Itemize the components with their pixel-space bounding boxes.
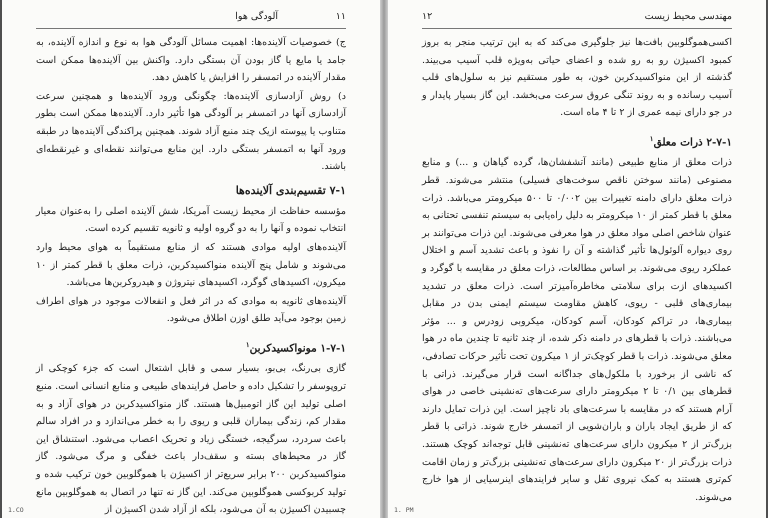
right-page-body <box>422 34 732 506</box>
subsection-heading-text: ۱-۷-۱ مونواکسیدکربن <box>249 342 346 355</box>
footnote-marker: ۱ <box>245 339 250 349</box>
right-page <box>388 0 766 518</box>
paragraph: اکسی‌هموگلوبین بافت‌ها نیز جلوگیری می‌کند که به این ترتیب منجر به بروز کمبود اکسیژن رو به رو شده و اعضای حیاتی به‌ویژه قلب آسیب می‌بیند. گذشته از این منواکسیدکربن خون، به طور مستقیم نیز به سلول‌های قلب آسیب رسانده و به روند تنگی عروق سرعت می‌بخشد. این گاز بسیار پایدار و در جو دارای نیمه عمری از ۲ تا ۴ ماه است. <box>422 37 732 119</box>
paragraph: گازی بی‌رنگ، بی‌بو، بسیار سمی و قابل اشتعال است که جزء کوچکی از تروپوسفر را تشکیل داده و حاصل فرایندهای طبیعی و منابع انسانی است. منبع اصلی تولید این گاز اتومبیل‌ها هستند. گاز منواکسیدکربن در هوای آزاد و به مقدار کم، زندگی بیماران قلبی و ریوی را به خطر می‌اندازد و در افراد سالم باعث سردرد، سرگیجه، خستگی زیاد و تحریک اعصاب می‌شود. استنشاق این گاز در محیط‌های بسته و سقف‌دار باعث خفگی و مرگ می‌شود. گاز منواکسیدکربن ۲۰۰ برابر سریع‌تر از اکسیژن با هموگلوبین خون ترکیب شده و تولید کربوکسی هموگلوبین می‌کند. این گاز نه تنها در اتصال به هموگلوبین مانع چسبیدن اکسیژن به آن می‌شود، بلکه از آزاد شدن اکسیژن از <box>36 363 346 516</box>
footnote: 1. PM <box>394 506 414 514</box>
book-gutter <box>380 0 388 518</box>
page-number: ۱۱ <box>335 11 346 22</box>
page-number: ۱۲ <box>422 11 433 22</box>
left-page <box>2 0 380 518</box>
paragraph: مؤسسه حفاظت از محیط زیست آمریکا، شش آلاینده اصلی را به‌عنوان معیار انتخاب نموده و آنها را به دو گروه اولیه و ثانویه تقسیم کرده است. <box>36 205 346 235</box>
paragraph: د) روش آزادسازی آلاینده‌ها: چگونگی ورود آلاینده‌ها و همچنین سرعت آزادسازی آنها در اتمسفر بر آلودگی هوا تأثیر دارد. آلاینده‌ها ممکن است بطور متناوب یا پیوسته ازیک چند منبع آزاد شوند. همچنین پراکندگی آلاینده‌ها در طبقه ورود آنها به اتمسفر بستگی دارد. این منابع می‌توانند نقطه‌ای و غیرنقطه‌ای باشند. <box>36 90 346 173</box>
subsection-heading <box>422 130 732 152</box>
subsection-heading <box>36 336 346 358</box>
paragraph: ج) خصوصیات آلاینده‌ها: اهمیت مسائل آلودگی هوا به نوع و اندازه آلاینده، به جامد یا مایع یا گاز بودن آن بستگی دارد. واکنش بین آلاینده‌ها ممکن است مقدار آلاینده در اتمسفر را افزایش یا کاهش دهد. <box>36 37 346 84</box>
running-title: آلودگی هوا <box>235 11 278 22</box>
footnote-marker: ۱ <box>649 133 654 143</box>
header-rule <box>36 28 346 29</box>
paragraph: ذرات معلق از منابع طبیعی (مانند آتشفشان‌ها، گرده گیاهان و ...) و منابع مصنوعی (مانند سوختن ناقص سوخت‌های فسیلی) منتشر می‌شوند. قطر ذرات معلق دارای دامنه تغییرات بین ۰/۰۰۲ تا ۵۰۰ میکرومتر می‌باشد. ذرات معلق با قطر کمتر از ۱۰ میکرومتر به دلیل راه‌یابی به سیستم تنفسی تحتانی به عنوان شاخص اصلی مواد معلق در هوا معرفی می‌شوند. این ذرات می‌توانند بر روی دیواره آلوئول‌ها تأثیر گذاشته و آن را نفوذ و باعث تشدید آسم و اختلال عملکرد ریوی می‌شوند. بر اساس مطالعات، ذرات معلق در مقایسه با گوگرد و اکسیدهای ازت برای سلامتی مخاطره‌آمیزتر است. ذرات معلق در تشدید بیماری‌های قلبی - ریوی، کاهش مقاومت سیستم ایمنی بدن در مقابل بیماری‌ها، در تراکم کودکان، آسم کودکان، میکروبی زودرس و ... مؤثر می‌باشند. ذرات با قطرهای در دامنه ذکر شده، از چند ثانیه تا چندین ماه در هوا معلق می‌شوند. ذرات با قطر کوچک‌تر از ۱ میکرون تحت تأثیر حرکات تصادفی، که ناشی از برخورد با ملکول‌های جداگانه است قرار می‌گیرند. ذراتی با قطرهای بین ۰/۱ تا ۲ میکرومتر دارای سرعت‌های ته‌نشینی خاصی در هوای آرام هستند که در مقایسه با سرعت‌های باد ناچیز است. این ذرات تمایل دارند که از طریق ایجاد باران و باران‌شویی از اتمسفر خارج شوند. ذراتی با قطر بزرگ‌تر از ۲ میکرون دارای سرعت‌های ته‌نشینی قابل توجه‌اند کوچک هستند. ذرات بزرگ‌تر از ۲۰ میکرون دارای سرعت‌های ته‌نشینی بزرگ‌تر و زمان اقامت کم‌تری هستند به کمک نیروی ثقل و سایر فرایندهای اینرسیایی از هوا خارج می‌شوند. <box>422 157 733 503</box>
header-rule <box>422 28 732 29</box>
footnote: 1.CO <box>8 506 24 514</box>
right-page-header <box>422 0 732 34</box>
left-page-header <box>36 0 346 34</box>
left-page-body <box>36 34 346 518</box>
paragraph: آلاینده‌های ثانویه به موادی که در اثر فعل و انفعالات موجود در هوای اطراف زمین بوجود می‌آید طلق اوزن اطلاق می‌شود. <box>36 295 346 325</box>
section-heading: ۷-۱ تقسیم‌بندی آلاینده‌ها <box>235 183 346 197</box>
subsection-heading-text: ۲-۷-۱ ذرات معلق <box>653 136 732 149</box>
running-title: مهندسی محیط زیست <box>644 11 732 22</box>
paragraph: آلاینده‌های اولیه موادی هستند که از منابع مستقیماً به هوای محیط وارد می‌شوند و شامل پنج آلاینده منواکسیدکربن، ذرات معلق با قطر کمتر از ۱۰ میکرون، اکسیدهای گوگرد، اکسیدهای نیتروژن و هیدروکربن‌ها می‌باشد. <box>36 241 346 289</box>
